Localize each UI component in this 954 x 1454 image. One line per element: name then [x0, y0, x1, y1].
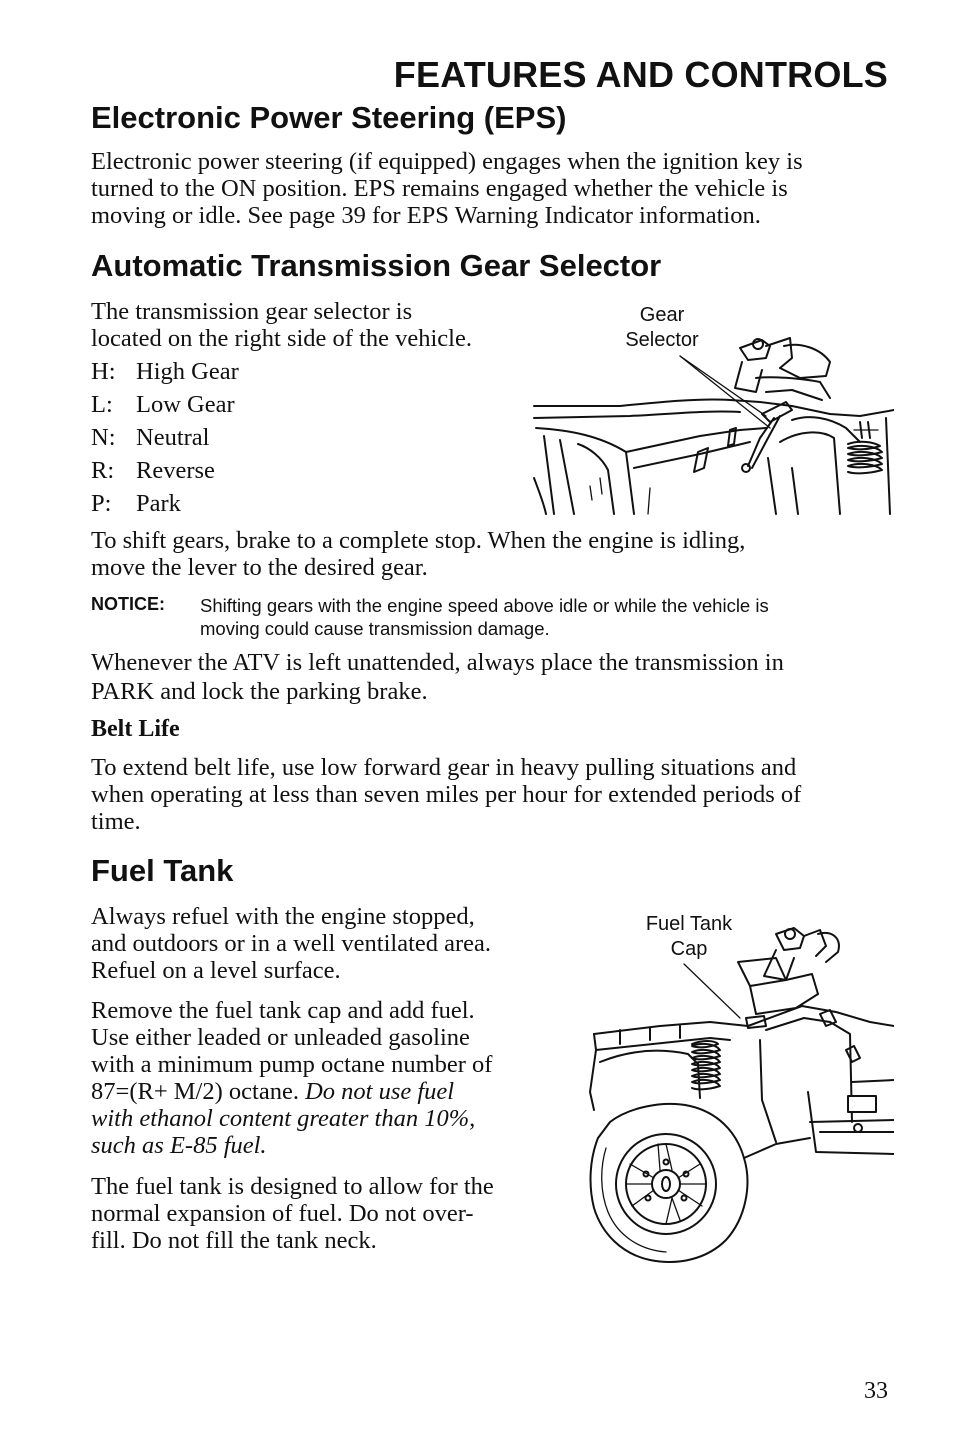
notice-line: moving could cause transmission damage.	[200, 618, 550, 639]
fuel-line: normal expansion of fuel. Do not over-	[91, 1200, 474, 1227]
gear-label: Neutral	[136, 424, 210, 451]
gear-selector-illustration	[530, 318, 894, 518]
callout-line: Gear	[639, 304, 685, 326]
intro-line: The transmission gear selector is	[91, 298, 413, 325]
gear-label: Park	[136, 490, 181, 517]
fuel-line: Use either leaded or unleaded gasoline	[91, 1024, 470, 1051]
unattended-line: Whenever the ATV is left unattended, always place the transmission in	[91, 649, 784, 676]
fuel-line: and outdoors or in a well ventilated area.	[91, 930, 492, 957]
gear-list	[91, 355, 239, 520]
fuel-paragraph-3	[91, 1173, 494, 1254]
gear-item	[91, 421, 239, 454]
fuel-paragraph-1	[91, 903, 491, 984]
fuel-line: with a minimum pump octane number of	[91, 1051, 493, 1078]
shift-paragraph	[91, 527, 745, 581]
gear-item	[91, 487, 239, 520]
chapter-title: FEATURES AND CONTROLS	[393, 54, 888, 95]
shift-line: To shift gears, brake to a complete stop. When the engine is idling,	[91, 527, 746, 554]
transmission-intro	[91, 298, 472, 352]
callout-line: Selector	[625, 329, 699, 351]
belt-life-line: when operating at less than seven miles per hour for extended periods of	[91, 781, 802, 808]
transmission-heading: Automatic Transmission Gear Selector	[91, 248, 662, 283]
ethanol-warning-line: such as E-85 fuel.	[91, 1132, 267, 1159]
eps-line: turned to the ON position. EPS remains engaged whether the vehicle is	[91, 175, 788, 202]
belt-life-paragraph	[91, 754, 801, 835]
callout-line: Fuel Tank	[645, 913, 733, 935]
unattended-paragraph	[91, 648, 784, 706]
gear-label: Low Gear	[136, 391, 235, 418]
gear-item	[91, 355, 239, 388]
callout-line: Cap	[670, 938, 708, 960]
gear-item	[91, 454, 239, 487]
belt-life-line: To extend belt life, use low forward gear in heavy pulling situations and	[91, 754, 797, 781]
notice-label: NOTICE:	[91, 594, 165, 614]
shift-line: move the lever to the desired gear.	[91, 554, 428, 581]
gear-label: Reverse	[136, 457, 215, 484]
gear-code: H:	[91, 358, 116, 385]
ethanol-warning-line: with ethanol content greater than 10%,	[91, 1105, 476, 1132]
octane-text: 87=(R+ M/2) octane.	[91, 1078, 306, 1105]
belt-life-line: time.	[91, 808, 141, 835]
notice-line: Shifting gears with the engine speed above idle or while the vehicle is	[200, 595, 769, 616]
fuel-paragraph-2	[91, 997, 492, 1159]
eps-paragraph	[91, 148, 803, 229]
gear-code: P:	[91, 490, 112, 517]
gear-code: N:	[91, 424, 116, 451]
fuel-tank-heading: Fuel Tank	[91, 853, 234, 888]
fuel-line-mixed	[91, 1078, 492, 1105]
belt-life-heading: Belt Life	[91, 716, 180, 742]
fuel-line: Refuel on a level surface.	[91, 957, 341, 984]
eps-line: moving or idle. See page 39 for EPS Warning Indicator information.	[91, 202, 761, 229]
gear-label: High Gear	[136, 358, 239, 385]
eps-line: Electronic power steering (if equipped) engages when the ignition key is	[91, 148, 803, 175]
eps-heading: Electronic Power Steering (EPS)	[91, 100, 567, 135]
fuel-line: The fuel tank is designed to allow for the	[91, 1173, 494, 1200]
gear-code: L:	[91, 391, 113, 418]
fuel-line: fill. Do not fill the tank neck.	[91, 1227, 377, 1254]
page-number: 33	[864, 1378, 888, 1404]
fuel-tank-illustration	[580, 922, 894, 1264]
unattended-line: PARK and lock the parking brake.	[91, 678, 428, 705]
fuel-line: Always refuel with the engine stopped,	[91, 903, 475, 930]
gear-code: R:	[91, 457, 115, 484]
fuel-line: Remove the fuel tank cap and add fuel.	[91, 997, 475, 1024]
notice-text	[200, 594, 769, 640]
ethanol-warning-start: Do not use fuel	[305, 1078, 455, 1105]
intro-line: located on the right side of the vehicle.	[91, 325, 472, 352]
gear-item	[91, 388, 239, 421]
